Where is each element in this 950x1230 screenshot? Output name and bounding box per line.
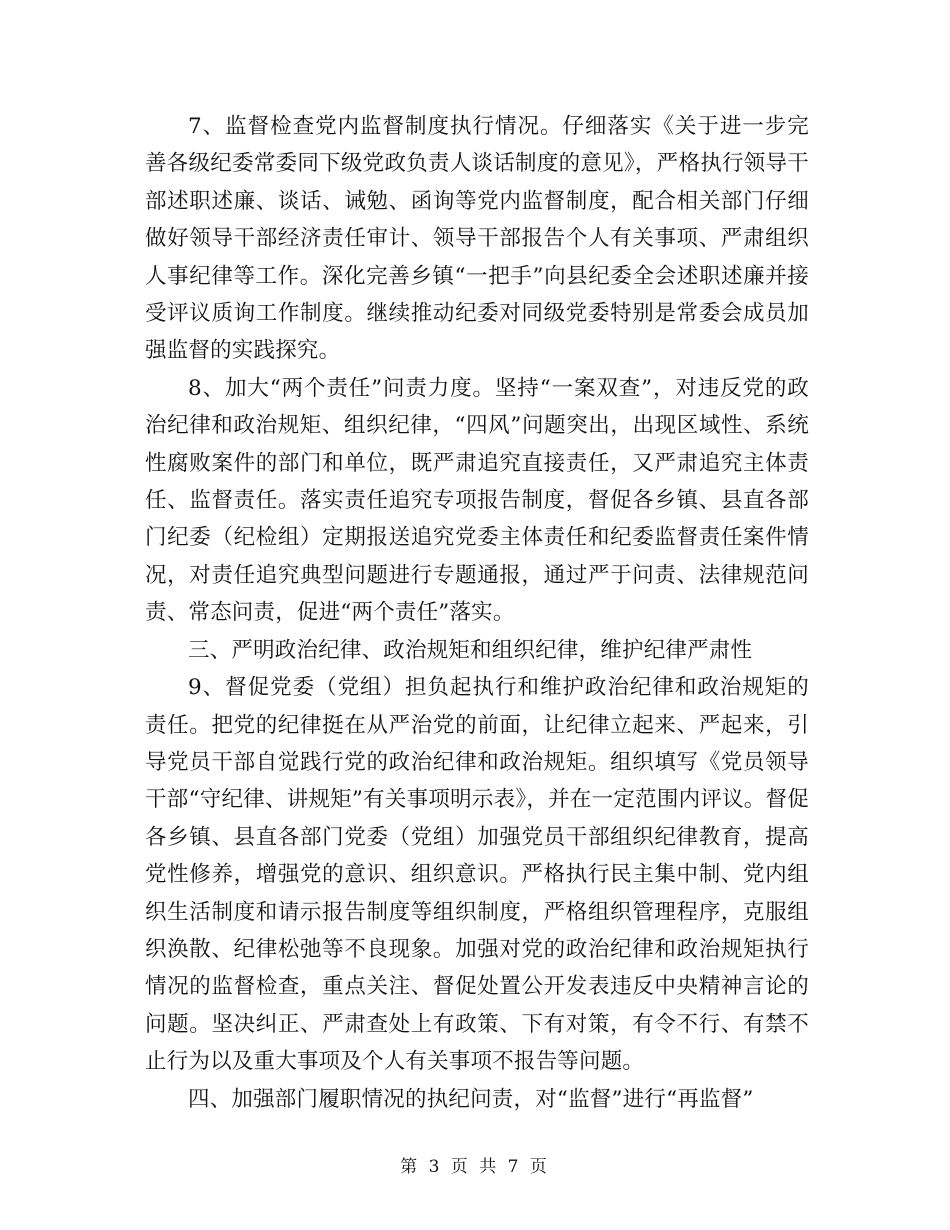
document-body xyxy=(145,108,809,1118)
page-number-footer: 第 3 页 共 7 页 xyxy=(400,1157,550,1177)
paragraph-item-8: 8、加大“两个责任”问责力度。坚持“一案双查”，对违反党的政治纪律和政治规矩、组织纪律，“四风”问题突出，出现区域性、系统性腐败案件的部门和单位，既严肃追究直接责任，又严肃追究主体责任、监督责任。落实责任追究专项报告制度，督促各乡镇、县直各部门纪委（纪检组）定期报送追究党委主体责任和纪委监督责任案件情况，对责任追究典型问题进行专题通报，通过严于问责、法律规范问责、常态问责，促进“两个责任”落实。 xyxy=(145,375,809,626)
paragraph-item-7: 7、监督检查党内监督制度执行情况。仔细落实《关于进一步完善各级纪委常委同下级党政负责人谈话制度的意见》，严格执行领导干部述职述廉、谈话、诫勉、函询等党内监督制度，配合相关部门仔细做好领导干部经济责任审计、领导干部报告个人有关事项、严肃组织人事纪律等工作。深化完善乡镇“一把手”向县纪委全会述职述廉并接受评议质询工作制度。继续推动纪委对同级党委特别是常委会成员加强监督的实践探究。 xyxy=(145,114,809,364)
section-heading-4: 四、加强部门履职情况的执纪问责，对“监督”进行“再监督” xyxy=(188,1086,754,1112)
section-heading-3: 三、严明政治纪律、政治规矩和组织纪律，维护纪律严肃性 xyxy=(188,637,753,663)
paragraph-item-9: 9、督促党委（党组）担负起执行和维护政治纪律和政治规矩的责任。把党的纪律挺在从严治党的前面，让纪律立起来、严起来，引导党员干部自觉践行党的政治纪律和政治规矩。组织填写《党员领导干部“守纪律、讲规矩”有关事项明示表》，并在一定范围内评议。督促各乡镇、县直各部门党委（党组）加强党员干部组织纪律教育，提高党性修养，增强党的意识、组织意识。严格执行民主集中制、党内组织生活制度和请示报告制度等组织制度，严格组织管理程序，克服组织涣散、纪律松弛等不良现象。加强对党的政治纪律和政治规矩执行情况的监督检查，重点关注、督促处置公开发表违反中央精神言论的问题。坚决纠正、严肃查处上有政策、下有对策，有令不行、有禁不止行为以及重大事项及个人有关事项不报告等问题。 xyxy=(145,675,809,1075)
